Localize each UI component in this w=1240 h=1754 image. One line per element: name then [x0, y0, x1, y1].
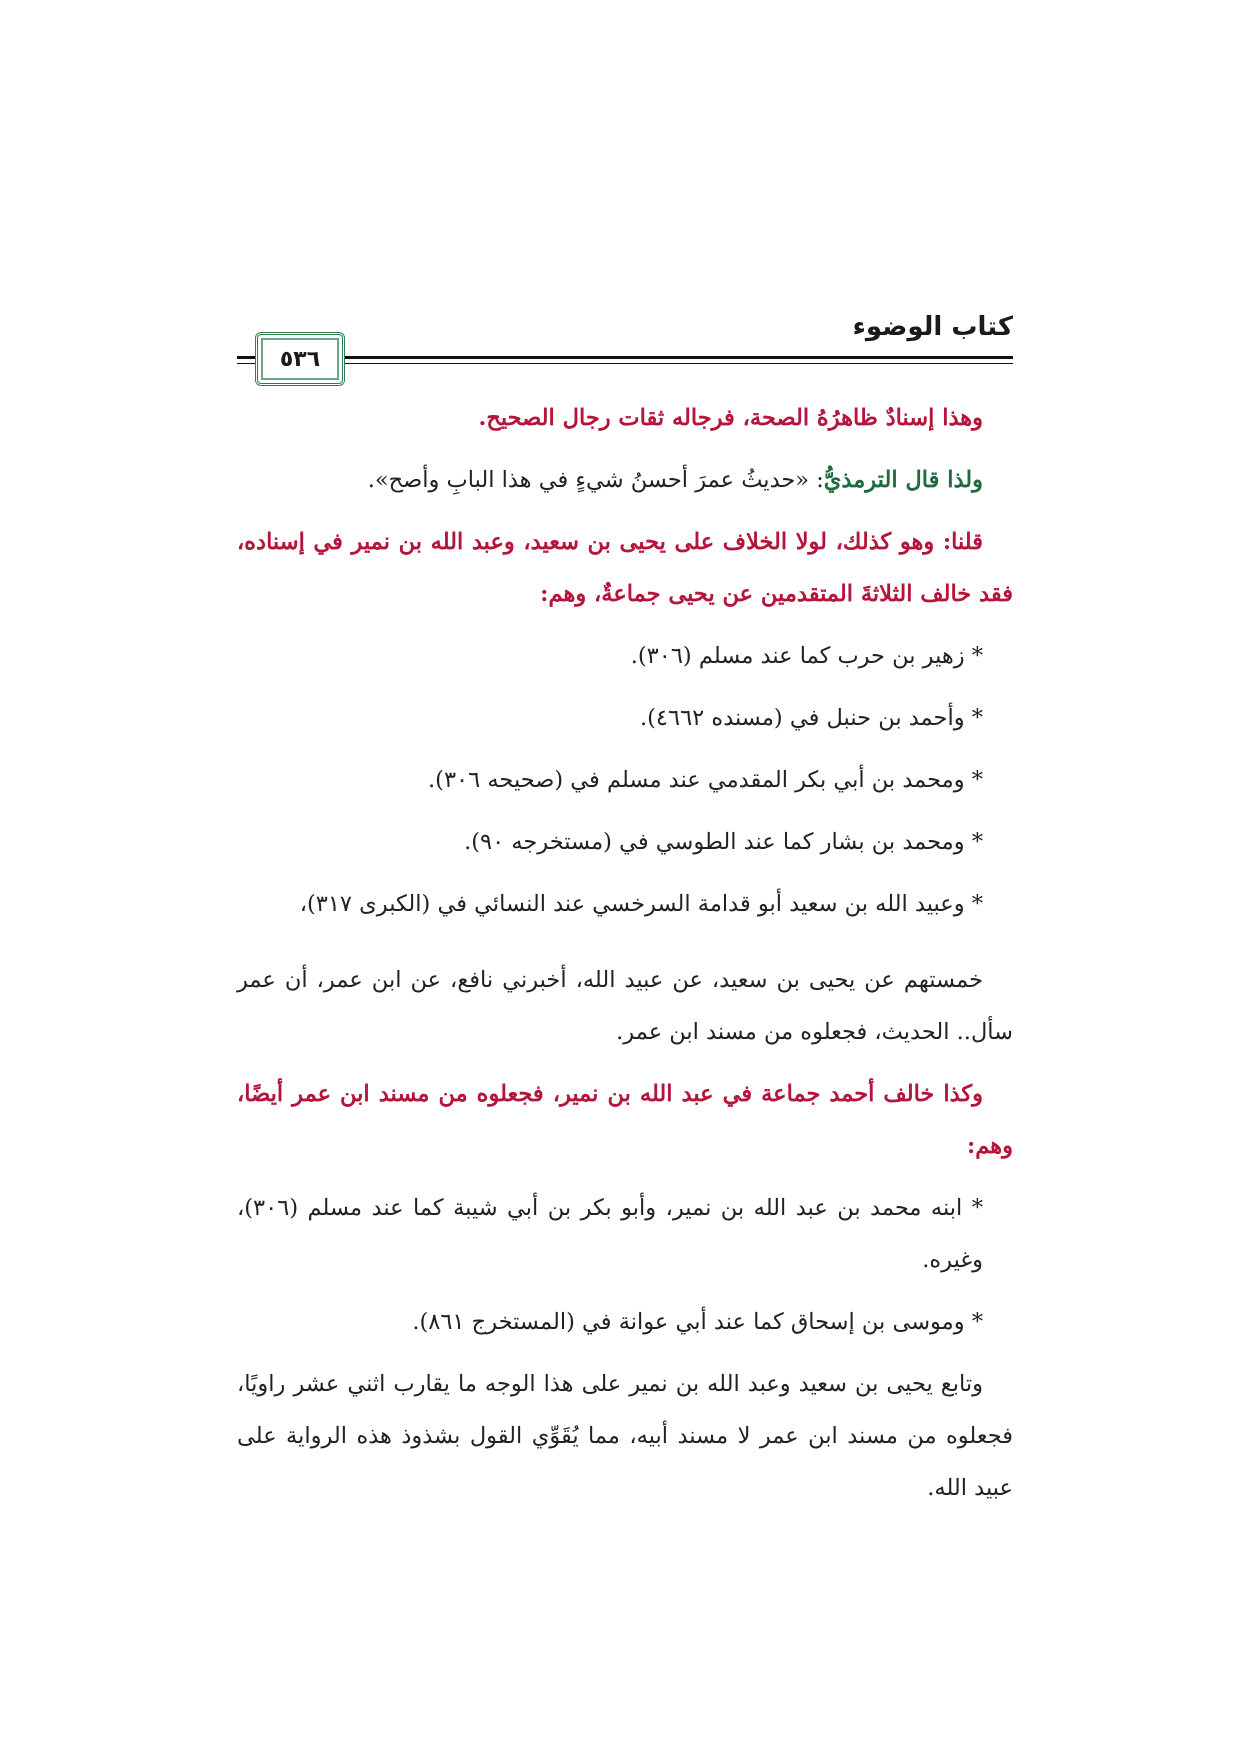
list-item: * وأحمد بن حنبل في (مسنده ٤٦٦٢). — [639, 705, 983, 731]
header-rule-thin — [237, 363, 1013, 364]
paragraph-khamsatuhum: خمستهم عن يحيى بن سعيد، عن عبيد الله، أخبرني نافع، عن ابن عمر، أن عمر سأل.. الحديث، فجعلوه من مسند ابن عمر. — [237, 967, 1013, 1045]
list-item: * ابنه محمد بن عبد الله بن نمير، وأبو بكر بن أبي شيبة كما عند مسلم (٣٠٦)، وغيره. — [237, 1195, 983, 1273]
list-item: * ومحمد بن أبي بكر المقدمي عند مسلم في (صحيحه ٣٠٦). — [428, 767, 983, 793]
qulna-lead: قلنا — [951, 529, 983, 555]
paragraph-qulna — [237, 516, 1013, 620]
list-item: * زهير بن حرب كما عند مسلم (٣٠٦). — [630, 643, 983, 669]
paragraph-conclusion: وتابع يحيى بن سعيد وعبد الله بن نمير على هذا الوجه ما يقارب اثني عشر راويًا، فجعلوه من مسند ابن عمر لا مسند أبيه، مما يُقَوِّي القول بشذوذ هذه الرواية على عبيد الله. — [237, 1371, 1013, 1501]
page-header — [237, 312, 1013, 382]
list-item: * ومحمد بن بشار كما عند الطوسي في (مستخرجه ٩٠). — [464, 829, 983, 855]
tirmidhi-quote: : «حديثُ عمرَ أحسنُ شيءٍ في هذا البابِ وأصح». — [367, 467, 824, 493]
page-body — [237, 392, 1013, 1524]
qulna-text: : وهو كذلك، لولا الخلاف على يحيى بن سعيد، وعبد الله بن نمير في إسناده، فقد خالف الثلاثةَ المتقدمين عن يحيى جماعةٌ، وهم: — [237, 529, 1013, 607]
header-rule-thick — [237, 356, 1013, 359]
page-number-badge — [255, 332, 345, 386]
paragraph-wa-kadha: وكذا خالف أحمد جماعة في عبد الله بن نمير، فجعلوه من مسند ابن عمر أيضًا، وهم: — [237, 1081, 1013, 1159]
spacer — [237, 940, 1013, 954]
book-title: كتاب الوضوء — [852, 312, 1013, 342]
list-item: * وعبيد الله بن سعيد أبو قدامة السرخسي عند النسائي في (الكبرى ٣١٧)، — [299, 891, 983, 917]
paragraph-tirmidhi — [237, 454, 1013, 506]
list-item: * وموسى بن إسحاق كما عند أبي عوانة في (المستخرج ٨٦١). — [412, 1309, 983, 1335]
paragraph-isnad: وهذا إسنادٌ ظاهرُهُ الصحة، فرجاله ثقات رجال الصحيح. — [478, 405, 983, 431]
tirmidhi-lead: ولذا قال الترمذيُّ — [823, 467, 983, 493]
page-number: ٥٣٦ — [279, 346, 321, 372]
